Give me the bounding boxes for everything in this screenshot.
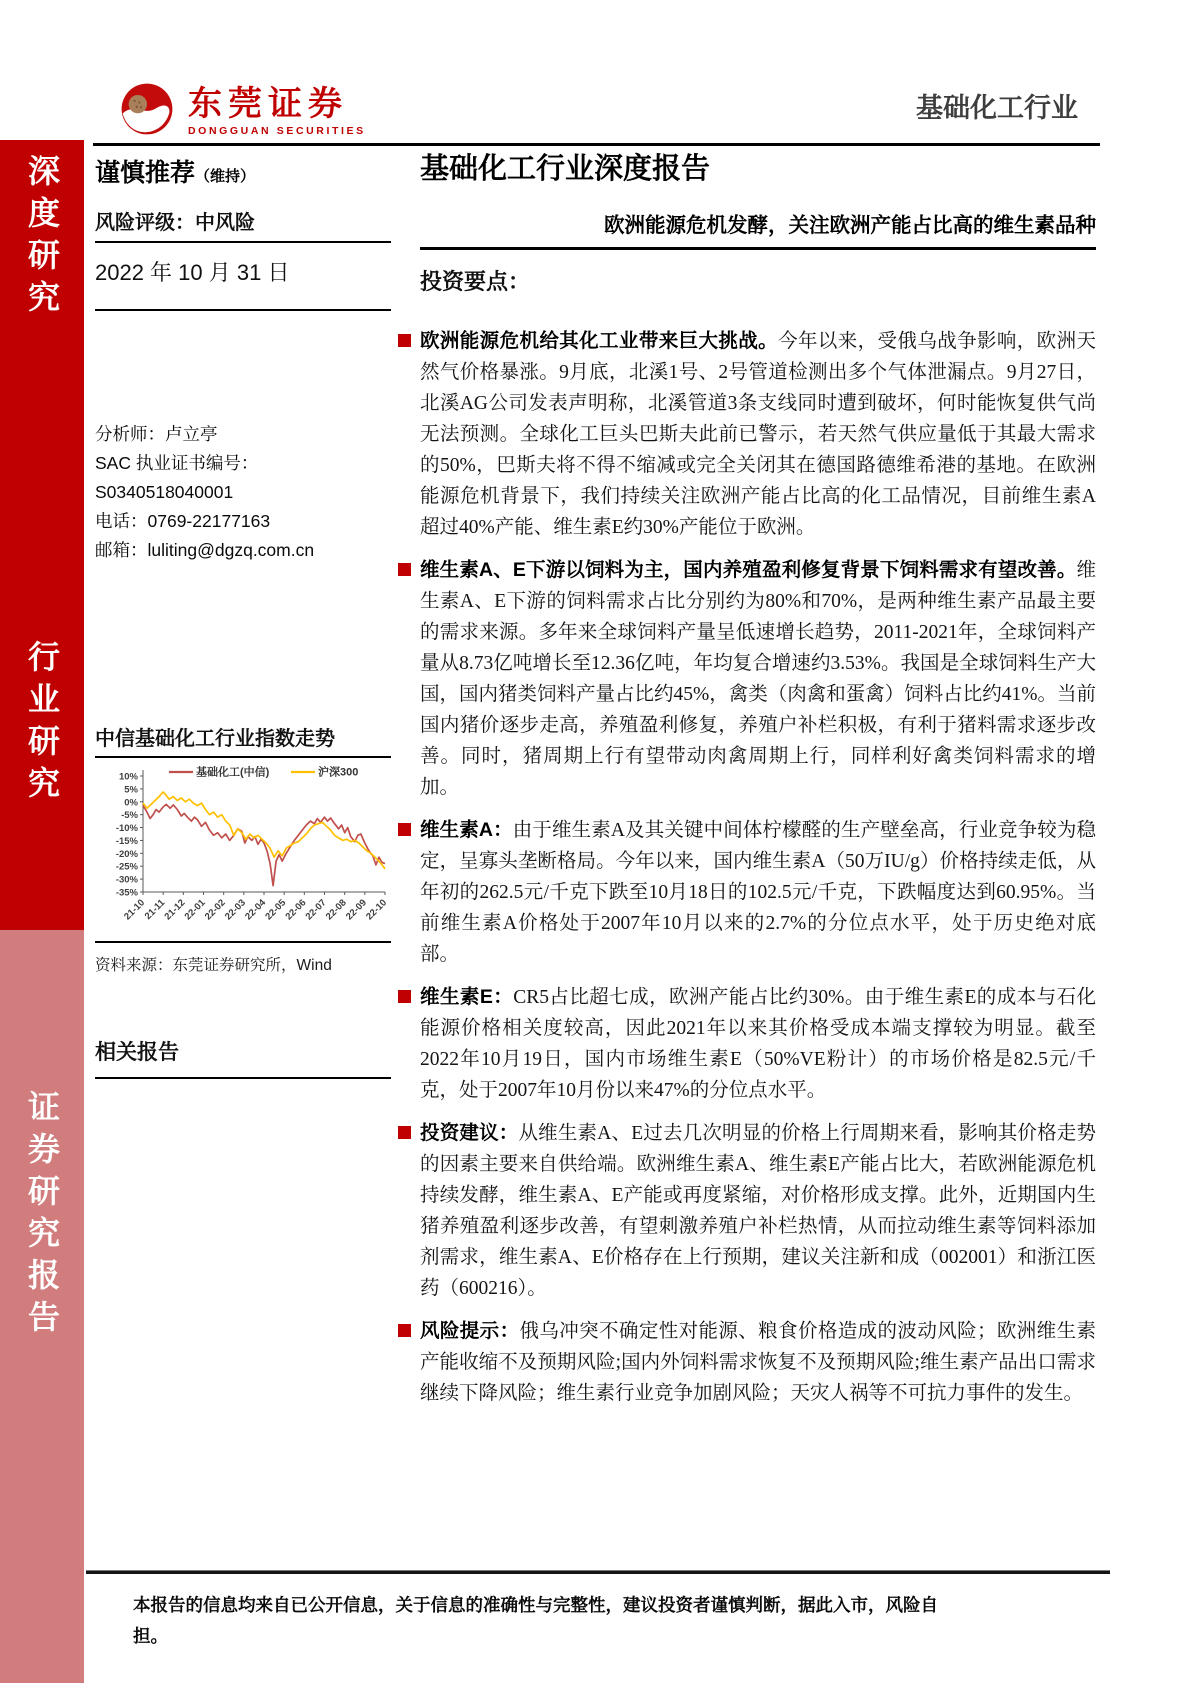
- report-subtitle: 欧洲能源危机发酵，关注欧洲产能占比高的维生素品种: [604, 214, 1096, 237]
- report-date: 2022 年 10 月 31 日: [95, 260, 290, 285]
- x-tick: 21-11: [142, 897, 168, 922]
- list-item: [420, 555, 1096, 803]
- legend-label: 基础化工(中信): [196, 766, 270, 779]
- sidebar-red-band: [0, 140, 84, 930]
- key-points-heading: 投资要点：: [420, 269, 531, 294]
- x-tick: 22-07: [303, 897, 329, 923]
- sidebar-label-industry-research: 行业研究: [24, 640, 60, 808]
- analyst-phone: 电话：0769-22177163: [95, 511, 271, 531]
- x-tick: 22-08: [323, 897, 349, 923]
- header-rule: [93, 143, 1100, 146]
- brand-name-cn: 东莞证券: [188, 86, 348, 123]
- bullet-square-icon: [398, 1324, 411, 1337]
- divider: [95, 756, 391, 758]
- analyst-name: 分析师：卢立亭: [95, 424, 218, 444]
- bullet-lead: 风险提示：: [420, 1320, 520, 1342]
- index-trend-chart: [95, 762, 395, 932]
- bullet-square-icon: [398, 1126, 411, 1139]
- bullet-text: 由于维生素A及其关键中间体柠檬醛的生产壁垒高，行业竞争较为稳定，呈寡头垄断格局。今年以来，国内维生素A（50万IU/g）价格持续走低，从年初的262.5元/千克下跌至10月18日的102.5元/千克，下跌幅度达到60.95%。当前维生素A价格处于2007年10月以来的2.7%的分位点水平，处于历史绝对底部。: [420, 820, 1096, 965]
- y-tick: -5%: [121, 810, 138, 822]
- report-title: 基础化工行业深度报告: [420, 153, 711, 185]
- y-tick: -15%: [115, 835, 138, 847]
- dongguan-securities-logo-icon: [120, 82, 174, 136]
- chart-title: 中信基础化工行业指数走势: [95, 728, 335, 750]
- x-tick: 22-01: [182, 897, 208, 923]
- chart-source: 资料来源：东莞证券研究所，Wind: [95, 957, 332, 974]
- main-column: [420, 150, 1096, 1421]
- x-tick: 22-06: [283, 897, 309, 923]
- y-tick: 10%: [118, 771, 138, 783]
- brand-block: [188, 86, 366, 137]
- x-tick: 22-10: [364, 897, 390, 923]
- x-tick: 21-10: [122, 897, 148, 923]
- risk-level: 风险评级：中风险: [95, 212, 255, 234]
- brand-name-en: DONGGUAN SECURITIES: [188, 125, 366, 138]
- footer-rule: [86, 1570, 1110, 1574]
- y-tick: -35%: [115, 887, 138, 899]
- divider: [95, 309, 391, 311]
- list-item: [420, 326, 1096, 543]
- analyst-email: 邮箱：luliting@dgzq.com.cn: [95, 540, 315, 560]
- sidebar-pink-band: [0, 930, 84, 1683]
- y-tick: -30%: [115, 874, 138, 886]
- bullet-text: CR5占比超七成，欧洲产能占比约30%。由于维生素E的成本与石化能源价格相关度较高，因此2021年以来其价格受成本端支撑较为明显。截至2022年10月19日，国内市场维生素E（50%VE粉计）的市场价格是82.5元/千克，处于2007年10月份以来47%的分位点水平。: [420, 987, 1097, 1101]
- list-item: [420, 982, 1096, 1106]
- y-tick: 5%: [124, 784, 138, 796]
- series-line: [143, 804, 385, 885]
- rating: [95, 153, 255, 189]
- industry-header: 基础化工行业: [916, 93, 1078, 123]
- bullet-lead: 投资建议：: [420, 1122, 519, 1144]
- legend-label: 沪深300: [318, 766, 359, 779]
- rating-label: 谨慎推荐: [95, 159, 196, 187]
- list-item: [420, 1118, 1096, 1304]
- bullet-square-icon: [398, 563, 411, 576]
- sidebar-label-securities-report: 证券研究报告: [24, 1090, 60, 1342]
- y-tick: 0%: [124, 797, 138, 809]
- sidebar-label-deep-research: 深度研究: [24, 154, 60, 322]
- analyst-sac-number: S0340518040001: [95, 482, 234, 502]
- x-tick: 22-09: [343, 897, 369, 923]
- y-tick: -25%: [115, 861, 138, 873]
- x-tick: 22-03: [222, 897, 248, 923]
- list-item: [420, 815, 1096, 970]
- x-tick: 22-05: [263, 897, 289, 923]
- divider: [95, 241, 391, 243]
- bullet-lead: 维生素A、E下游以饲料为主，国内养殖盈利修复背景下饲料需求有望改善。: [420, 559, 1077, 581]
- disclaimer: 本报告的信息均来自已公开信息，关于信息的准确性与完整性，建议投资者谨慎判断，据此入市，风险自担。: [133, 1595, 938, 1646]
- related-reports-heading: 相关报告: [95, 1041, 179, 1064]
- divider: [420, 247, 1096, 250]
- bullet-text: 今年以来，受俄乌战争影响，欧洲天然气价格暴涨。9月底，北溪1号、2号管道检测出多个气体泄漏点。9月27日，北溪AG公司发表声明称，北溪管道3条支线同时遭到破坏，何时能恢复供气尚无法预测。全球化工巨头巴斯夫此前已警示，若天然气供应量低于其最大需求的50%，巴斯夫将不得不缩减或完全关闭其在德国路德维希港的基地。在欧洲能源危机背景下，我们持续关注欧洲产能占比高的化工品情况，目前维生素A超过40%产能、维生素E约30%产能位于欧洲。: [420, 331, 1096, 538]
- bullet-square-icon: [398, 990, 411, 1003]
- bullet-text: 从维生素A、E过去几次明显的价格上行周期来看，影响其价格走势的因素主要来自供给端。欧洲维生素A、维生素E产能占比大，若欧洲能源危机持续发酵，维生素A、E产能或再度紧缩，对价格形成支撑。此外，近期国内生猪养殖盈利逐步改善，有望刺激养殖户补栏热情，从而拉动维生素等饲料添加剂需求，维生素A、E价格存在上行预期，建议关注新和成（002001）和浙江医药（600216）。: [420, 1123, 1096, 1299]
- bullet-text: 俄乌冲突不确定性对能源、粮食价格造成的波动风险；欧洲维生素产能收缩不及预期风险;国内外饲料需求恢复不及预期风险;维生素产品出口需求继续下降风险；维生素行业竞争加剧风险；天灾人祸等不可抗力事件的发生。: [420, 1321, 1096, 1404]
- divider: [95, 1077, 391, 1079]
- bullet-square-icon: [398, 823, 411, 836]
- bullet-square-icon: [398, 334, 411, 347]
- x-tick: 21-12: [162, 897, 188, 923]
- bullet-text: 维生素A、E下游的饲料需求占比分别约为80%和70%，是两种维生素产品最主要的需求来源。多年来全球饲料产量呈低速增长趋势，2011-2021年，全球饲料产量从8.73亿吨增长至12.36亿吨，年均复合增速约3.53%。我国是全球饲料生产大国，国内猪类饲料产量占比约45%，禽类（肉禽和蛋禽）饲料占比约41%。当前国内猪价逐步走高，养殖盈利修复，养殖户补栏积极，有利于猪料需求逐步改善。同时，猪周期上行有望带动肉禽周期上行，同样利好禽类饲料需求的增加。: [420, 560, 1096, 798]
- analyst-block: [95, 420, 314, 565]
- key-points-list: [420, 326, 1096, 1409]
- bullet-lead: 欧洲能源危机给其化工业带来巨大挑战。: [420, 330, 779, 352]
- list-item: [420, 1316, 1096, 1409]
- bullet-lead: 维生素E：: [420, 986, 514, 1008]
- divider: [95, 941, 391, 943]
- bullet-lead: 维生素A：: [420, 819, 513, 841]
- y-tick: -20%: [115, 848, 138, 860]
- y-tick: -10%: [115, 823, 138, 835]
- x-tick: 22-02: [202, 897, 228, 923]
- rating-suffix: （维持）: [195, 168, 256, 185]
- x-tick: 22-04: [243, 897, 269, 923]
- analyst-sac-label: SAC 执业证书编号：: [95, 453, 259, 473]
